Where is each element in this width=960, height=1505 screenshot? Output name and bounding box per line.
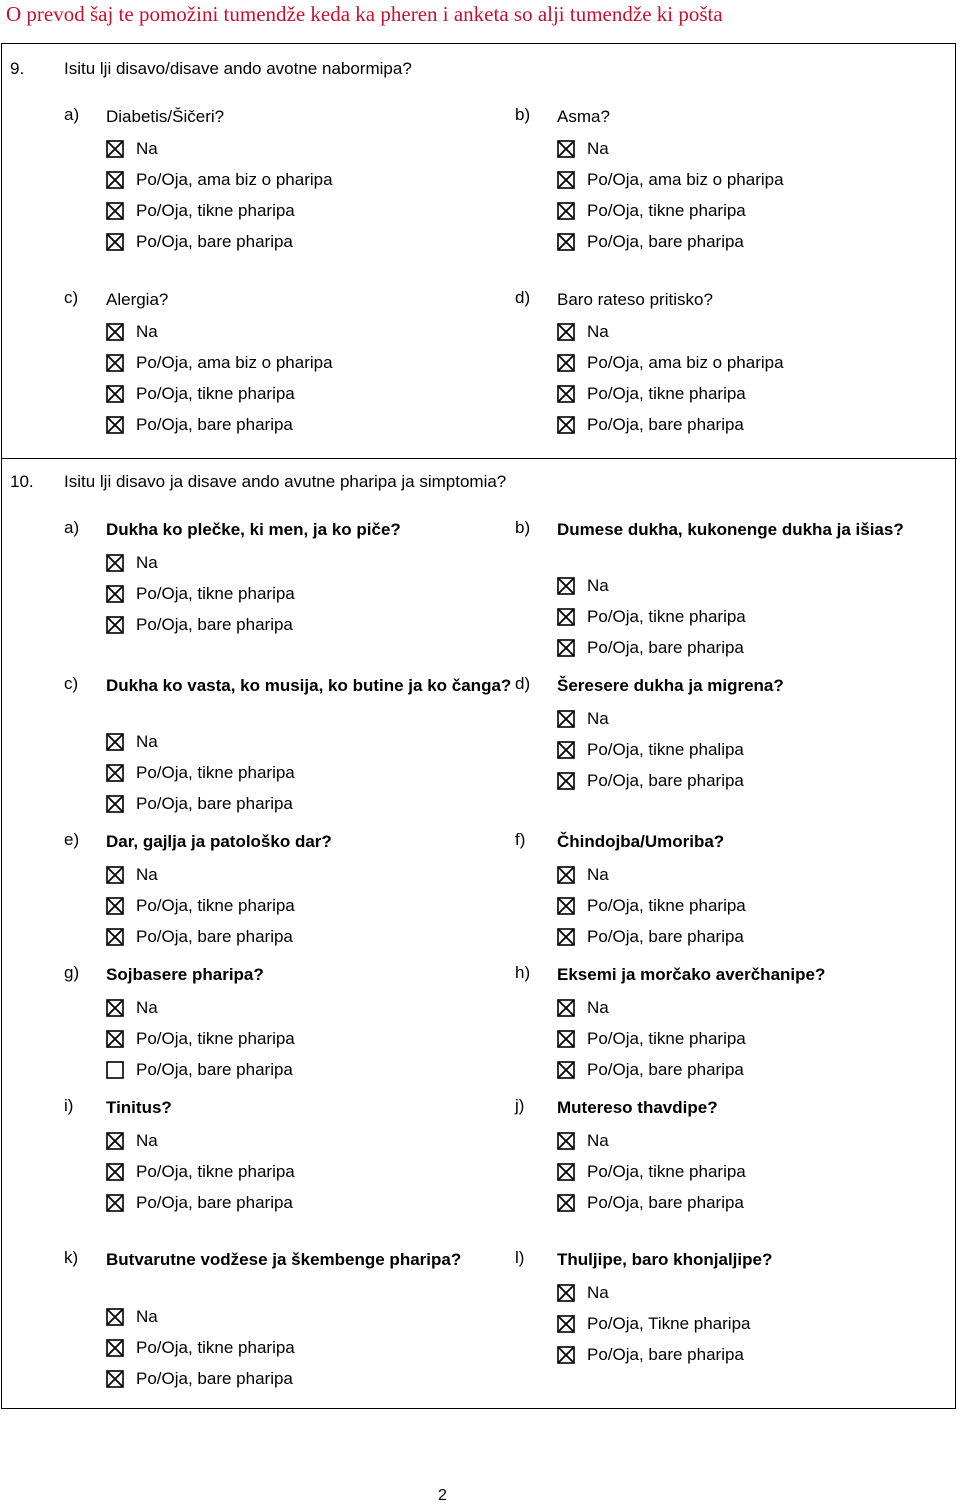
subquestion-label: f) [515,830,526,849]
subquestion-label: a) [64,105,80,124]
answer-option-label: Na [136,553,158,572]
checked-checkbox-icon[interactable] [106,1370,124,1388]
answer-option-label: Na [587,1131,609,1150]
answer-option-label: Na [136,865,158,884]
subquestion-title: Thuljipe, baro khonjaljipe? [557,1250,773,1269]
checked-checkbox-icon[interactable] [557,140,575,158]
checked-checkbox-icon[interactable] [557,772,575,790]
subquestion-title: Sojbasere pharipa? [106,965,264,984]
checked-checkbox-icon[interactable] [557,1061,575,1079]
answer-option[interactable] [106,351,333,375]
answer-option[interactable] [557,707,609,731]
subquestion-label: c) [64,288,79,307]
answer-option-label: Na [587,709,609,728]
answer-option[interactable] [106,730,158,754]
answer-option-label: Po/Oja, bare pharipa [136,232,293,251]
answer-option[interactable] [557,137,609,161]
answer-option[interactable] [106,1336,295,1360]
answer-option-label: Na [136,998,158,1017]
answer-option[interactable] [106,320,158,344]
answer-option-label: Po/Oja, Tikne pharipa [587,1314,751,1333]
question-10-text: Isitu lji disavo ja disave ando avutne pharipa ja simptomia? [64,472,507,491]
subquestion-title: Dukha ko plečke, ki men, ja ko piče? [106,520,401,539]
answer-option[interactable] [106,925,293,949]
answer-option-label: Na [136,1131,158,1150]
answer-option[interactable] [106,894,295,918]
answer-option-label: Po/Oja, bare pharipa [136,415,293,434]
subquestion-label: b) [515,105,531,124]
subquestion-title: Šeresere dukha ja migrena? [557,676,784,695]
answer-option-label: Na [587,576,609,595]
subquestion-title: Tinitus? [106,1098,172,1117]
page-header: O prevod šaj te pomožini tumendže keda ka pheren i anketa so alji tumendže ki pošta [6,2,723,26]
checked-checkbox-icon[interactable] [557,233,575,251]
checked-checkbox-icon[interactable] [557,1132,575,1150]
answer-option-label: Po/Oja, bare pharipa [587,771,744,790]
checked-checkbox-icon[interactable] [557,202,575,220]
checked-checkbox-icon[interactable] [106,354,124,372]
subquestion-label: d) [515,288,531,307]
answer-option[interactable] [106,1305,158,1329]
checked-checkbox-icon[interactable] [106,1339,124,1357]
answer-option-label: Po/Oja, tikne pharipa [136,584,295,603]
answer-option[interactable] [557,605,746,629]
subquestion-label: c) [64,674,79,693]
checked-checkbox-icon[interactable] [106,616,124,634]
checked-checkbox-icon[interactable] [106,171,124,189]
answer-option-label: Na [587,998,609,1017]
answer-option[interactable] [106,1367,293,1391]
checked-checkbox-icon[interactable] [557,416,575,434]
answer-option[interactable] [106,996,158,1020]
checked-checkbox-icon[interactable] [106,416,124,434]
answer-option-label: Po/Oja, bare pharipa [587,1060,744,1079]
answer-option-label: Po/Oja, bare pharipa [587,232,744,251]
checked-checkbox-icon[interactable] [106,928,124,946]
checked-checkbox-icon[interactable] [557,741,575,759]
checked-checkbox-icon[interactable] [106,323,124,341]
subquestion-label: i) [64,1096,74,1115]
subquestion-title: Mutereso thavdipe? [557,1098,718,1117]
answer-option[interactable] [106,613,293,637]
subquestion-label: l) [515,1248,525,1267]
answer-option[interactable] [106,1058,293,1082]
answer-option-label: Po/Oja, tikne pharipa [136,1162,295,1181]
answer-option-label: Po/Oja, tikne pharipa [136,1338,295,1357]
answer-option[interactable] [557,351,784,375]
subquestion-title: Alergia? [106,290,169,309]
answer-option-label: Na [587,1283,609,1302]
answer-option-label: Na [136,1307,158,1326]
checked-checkbox-icon[interactable] [106,585,124,603]
answer-option[interactable] [106,792,293,816]
answer-option-label: Po/Oja, bare pharipa [587,1345,744,1364]
page-number: 2 [438,1487,447,1504]
checked-checkbox-icon[interactable] [557,639,575,657]
answer-option-label: Po/Oja, bare pharipa [136,1193,293,1212]
checked-checkbox-icon[interactable] [557,354,575,372]
checked-checkbox-icon[interactable] [557,577,575,595]
checked-checkbox-icon[interactable] [557,1284,575,1302]
answer-option-label: Po/Oja, bare pharipa [136,1369,293,1388]
answer-option[interactable] [106,1129,158,1153]
answer-option[interactable] [106,168,333,192]
answer-option-label: Po/Oja, tikne pharipa [136,384,295,403]
answer-option[interactable] [557,1343,744,1367]
answer-option[interactable] [557,925,744,949]
checked-checkbox-icon[interactable] [106,733,124,751]
answer-option[interactable] [557,1160,746,1184]
checked-checkbox-icon[interactable] [557,1315,575,1333]
subquestion-title: Dukha ko vasta, ko musija, ko butine ja ko čanga? [106,676,512,695]
answer-option[interactable] [106,551,158,575]
answer-option[interactable] [557,199,746,223]
checked-checkbox-icon[interactable] [557,385,575,403]
checked-checkbox-icon[interactable] [557,1163,575,1181]
checked-checkbox-icon[interactable] [557,999,575,1017]
answer-option[interactable] [557,894,746,918]
answer-option-label: Po/Oja, bare pharipa [587,1193,744,1212]
subquestion-label: a) [64,518,80,537]
checked-checkbox-icon[interactable] [106,764,124,782]
answer-option-label: Po/Oja, tikne pharipa [587,896,746,915]
checked-checkbox-icon[interactable] [557,897,575,915]
checked-checkbox-icon[interactable] [106,897,124,915]
subquestion-title: Baro rateso pritisko? [557,290,713,309]
answer-option[interactable] [557,413,744,437]
subquestion-title: Dumese dukha, kukonenge dukha ja išias? [557,520,904,539]
checked-checkbox-icon[interactable] [106,233,124,251]
answer-option[interactable] [557,320,609,344]
checked-checkbox-icon[interactable] [106,1030,124,1048]
subquestion-label: e) [64,830,80,849]
subquestion-label: k) [64,1248,79,1267]
answer-option[interactable] [557,230,744,254]
answer-option[interactable] [557,1191,744,1215]
checked-checkbox-icon[interactable] [557,171,575,189]
answer-option[interactable] [557,863,609,887]
answer-option-label: Po/Oja, bare pharipa [136,927,293,946]
subquestion-label: d) [515,674,531,693]
checked-checkbox-icon[interactable] [557,608,575,626]
answer-option-label: Po/Oja, tikne pharipa [136,896,295,915]
answer-option[interactable] [106,199,295,223]
answer-option-label: Na [136,139,158,158]
answer-option[interactable] [557,168,784,192]
answer-option[interactable] [557,738,744,762]
answer-option-label: Po/Oja, ama biz o pharipa [136,353,333,372]
question-10-number: 10. [10,472,34,491]
checked-checkbox-icon[interactable] [557,866,575,884]
answer-option[interactable] [106,137,158,161]
answer-option[interactable] [106,1191,293,1215]
answer-option[interactable] [106,413,293,437]
answer-option-label: Po/Oja, tikne pharipa [136,201,295,220]
answer-option[interactable] [106,230,293,254]
checked-checkbox-icon[interactable] [557,710,575,728]
answer-option-label: Na [136,322,158,341]
answer-option[interactable] [557,1281,609,1305]
answer-option-label: Po/Oja, bare pharipa [136,615,293,634]
answer-option-label: Po/Oja, bare pharipa [587,927,744,946]
answer-option[interactable] [557,1058,744,1082]
answer-option[interactable] [557,382,746,406]
answer-option[interactable] [557,574,609,598]
answer-option-label: Na [587,139,609,158]
answer-option-label: Po/Oja, tikne pharipa [136,763,295,782]
checked-checkbox-icon[interactable] [106,866,124,884]
answer-option[interactable] [557,769,744,793]
checked-checkbox-icon[interactable] [106,385,124,403]
checked-checkbox-icon[interactable] [557,1030,575,1048]
answer-option[interactable] [106,863,158,887]
section-divider [1,458,957,459]
answer-option-label: Po/Oja, tikne pharipa [587,201,746,220]
subquestion-title: Butvarutne vodžese ja škembenge pharipa? [106,1250,462,1269]
subquestion-label: g) [64,963,80,982]
checked-checkbox-icon[interactable] [106,999,124,1017]
subquestion-title: Čhindojba/Umoriba? [557,832,725,851]
answer-option[interactable] [106,582,295,606]
checked-checkbox-icon[interactable] [106,1132,124,1150]
answer-option-label: Po/Oja, ama biz o pharipa [587,170,784,189]
answer-option[interactable] [557,1312,750,1336]
checked-checkbox-icon[interactable] [557,323,575,341]
answer-option-label: Na [587,865,609,884]
checked-checkbox-icon[interactable] [557,1346,575,1364]
empty-checkbox-icon[interactable] [106,1061,124,1079]
checked-checkbox-icon[interactable] [557,1194,575,1212]
answer-option[interactable] [106,382,295,406]
answer-option-label: Po/Oja, tikne pharipa [587,384,746,403]
answer-option[interactable] [557,996,609,1020]
subquestion-label: h) [515,963,531,982]
answer-option[interactable] [557,1027,746,1051]
checked-checkbox-icon[interactable] [106,554,124,572]
answer-option-label: Po/Oja, tikne pharipa [136,1029,295,1048]
answer-option-label: Po/Oja, ama biz o pharipa [136,170,333,189]
checked-checkbox-icon[interactable] [557,928,575,946]
subquestion-label: b) [515,518,531,537]
answer-option[interactable] [106,1027,295,1051]
checked-checkbox-icon[interactable] [106,1308,124,1326]
question-9-text: Isitu lji disavo/disave ando avotne nabormipa? [64,59,412,78]
checked-checkbox-icon[interactable] [106,140,124,158]
subquestion-title: Asma? [557,107,610,126]
answer-option[interactable] [106,761,295,785]
answer-option[interactable] [557,1129,609,1153]
answer-option-label: Po/Oja, ama biz o pharipa [587,353,784,372]
answer-option-label: Po/Oja, bare pharipa [587,638,744,657]
checked-checkbox-icon[interactable] [106,795,124,813]
answer-option-label: Po/Oja, bare pharipa [136,794,293,813]
answer-option-label: Po/Oja, bare pharipa [587,415,744,434]
checked-checkbox-icon[interactable] [106,1163,124,1181]
answer-option-label: Po/Oja, tikne pharipa [587,607,746,626]
checked-checkbox-icon[interactable] [106,202,124,220]
answer-option-label: Po/Oja, bare pharipa [136,1060,293,1079]
checked-checkbox-icon[interactable] [106,1194,124,1212]
subquestion-title: Eksemi ja morčako averčhanipe? [557,965,826,984]
answer-option[interactable] [106,1160,295,1184]
answer-option-label: Na [587,322,609,341]
answer-option-label: Po/Oja, tikne pharipa [587,1162,746,1181]
answer-option-label: Na [136,732,158,751]
subquestion-title: Dar, gajlja ja patološko dar? [106,832,332,851]
subquestion-label: j) [515,1096,525,1115]
subquestion-title: Diabetis/Šičeri? [106,107,225,126]
answer-option-label: Po/Oja, tikne phalipa [587,740,744,759]
answer-option-label: Po/Oja, tikne pharipa [587,1029,746,1048]
answer-option[interactable] [557,636,744,660]
question-9-number: 9. [10,59,25,78]
